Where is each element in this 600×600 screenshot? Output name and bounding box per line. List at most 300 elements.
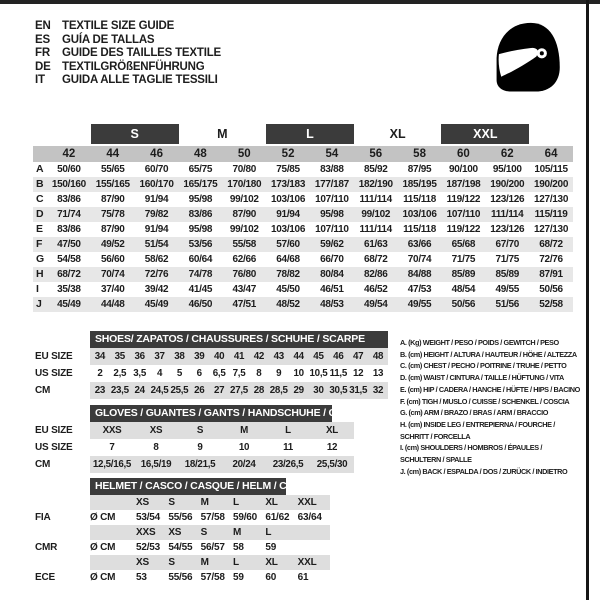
size-value: 65/75 bbox=[188, 164, 213, 175]
helmet-standard-label-wrap bbox=[35, 495, 57, 525]
language-row bbox=[35, 47, 221, 61]
gloves-row-label: EU SIZE bbox=[35, 425, 73, 436]
shoes-value: 41 bbox=[233, 351, 245, 362]
helmet-value: 55/56 bbox=[168, 512, 193, 523]
shoes-value: 46 bbox=[333, 351, 344, 362]
size-value: 99/102 bbox=[361, 209, 391, 220]
size-columns-row bbox=[33, 146, 573, 162]
size-value: 52/58 bbox=[539, 299, 563, 310]
helmet-value: 57/58 bbox=[200, 572, 225, 583]
size-value: 68/72 bbox=[363, 254, 388, 265]
shoes-size-table bbox=[90, 331, 388, 399]
helmet-size-header: M bbox=[200, 557, 209, 568]
shoes-value: 3,5 bbox=[133, 368, 147, 379]
size-row-c bbox=[33, 192, 573, 207]
size-row-label: H bbox=[36, 268, 44, 280]
size-value: 190/200 bbox=[490, 179, 525, 190]
size-value: 51/54 bbox=[144, 239, 169, 250]
helmet-standard-label-wrap bbox=[35, 525, 57, 555]
size-value: 45/49 bbox=[144, 299, 169, 310]
helmet-size-header: S bbox=[200, 527, 208, 538]
size-value: 182/190 bbox=[358, 179, 393, 190]
helmet-size-spacer bbox=[90, 525, 136, 540]
shoes-value: 12 bbox=[353, 368, 364, 379]
shoes-value: 31,5 bbox=[349, 385, 368, 396]
language-title: GUIDE DES TAILLES TEXTILE bbox=[62, 47, 221, 60]
gloves-value: S bbox=[196, 425, 204, 436]
gloves-value: XS bbox=[149, 425, 163, 436]
shoes-value: 32 bbox=[372, 385, 384, 396]
size-band-l: L bbox=[266, 124, 354, 144]
helmet-value-row bbox=[90, 540, 330, 555]
size-column-header: 42 bbox=[62, 148, 76, 160]
helmet-standard-label-wrap bbox=[35, 555, 57, 585]
helmet-value: 53 bbox=[136, 572, 147, 583]
gloves-value: 20/24 bbox=[232, 459, 256, 470]
gloves-table-title: GLOVES / GUANTES / GANTS / HANDSCHUHE / GUANTI bbox=[90, 405, 332, 422]
size-row-label: E bbox=[36, 223, 44, 235]
size-value: 47/51 bbox=[232, 299, 256, 310]
shoes-value: 28 bbox=[253, 385, 265, 396]
size-value: 115/119 bbox=[534, 209, 568, 220]
shoes-value: 8 bbox=[256, 368, 262, 379]
language-code: ES bbox=[35, 33, 50, 46]
size-row-h bbox=[33, 267, 573, 282]
size-value: 44/48 bbox=[100, 299, 125, 310]
top-border-bar bbox=[0, 0, 600, 4]
size-value: 80/84 bbox=[320, 269, 344, 280]
size-value: 91/94 bbox=[144, 224, 169, 235]
shoes-value: 29 bbox=[293, 385, 304, 396]
size-value: 35/38 bbox=[57, 284, 81, 295]
size-value: 123/126 bbox=[490, 194, 525, 205]
helmet-value: 53/54 bbox=[136, 512, 161, 523]
gloves-value: 12 bbox=[326, 442, 338, 453]
helmet-value-row bbox=[90, 510, 330, 525]
size-row-label: B bbox=[36, 178, 44, 190]
size-value: 150/160 bbox=[51, 179, 86, 190]
size-value: 50/56 bbox=[451, 299, 476, 310]
gloves-value: 23/26,5 bbox=[272, 459, 304, 470]
helmet-size-header-row bbox=[90, 555, 330, 570]
size-value: 103/106 bbox=[271, 194, 306, 205]
language-row bbox=[35, 61, 221, 75]
shoes-value: 40 bbox=[213, 351, 225, 362]
size-column-header: 62 bbox=[500, 148, 514, 160]
size-value: 45/49 bbox=[57, 299, 81, 310]
size-row-d bbox=[33, 207, 573, 222]
shoes-value: 48 bbox=[372, 351, 384, 362]
size-row-i bbox=[33, 282, 573, 297]
shoes-value: 2,5 bbox=[113, 368, 127, 379]
measurement-legend bbox=[400, 337, 588, 477]
size-row-label: G bbox=[36, 253, 45, 265]
gloves-value: L bbox=[285, 425, 291, 436]
size-value: 119/122 bbox=[446, 224, 481, 235]
language-title: TEXTILGRÖßENFÜHRUNG bbox=[62, 60, 205, 73]
gloves-value: XXS bbox=[102, 425, 122, 436]
helmet-size-spacer bbox=[90, 555, 136, 570]
shoes-value: 2 bbox=[97, 368, 103, 379]
size-value: 68/72 bbox=[539, 239, 563, 250]
helmet-value: 59 bbox=[232, 572, 244, 583]
size-value: 55/58 bbox=[232, 239, 256, 250]
size-value: 48/52 bbox=[276, 299, 300, 310]
helmet-value: 56/57 bbox=[200, 542, 225, 553]
gloves-row-label: US SIZE bbox=[35, 442, 73, 453]
size-column-header: 58 bbox=[413, 148, 426, 160]
gloves-row bbox=[90, 456, 354, 473]
gloves-value: 25,5/30 bbox=[316, 459, 348, 470]
size-value: 90/100 bbox=[449, 164, 478, 175]
shoes-value: 24 bbox=[134, 385, 145, 396]
size-value: 51/56 bbox=[495, 299, 519, 310]
size-value: 87/90 bbox=[100, 224, 125, 235]
size-value: 70/80 bbox=[232, 164, 256, 175]
shoes-value: 47 bbox=[353, 351, 364, 362]
helmet-value: 57/58 bbox=[200, 512, 225, 523]
size-value: 187/198 bbox=[446, 179, 481, 190]
shoes-table-title: SHOES/ ZAPATOS / CHAUSSURES / SCHUHE / SCARPE bbox=[90, 331, 388, 348]
shoes-row-label: EU SIZE bbox=[35, 351, 73, 362]
shoes-row bbox=[90, 382, 388, 399]
size-column-header: 64 bbox=[544, 148, 558, 160]
size-value: 76/80 bbox=[232, 269, 256, 280]
size-value: 60/64 bbox=[188, 254, 213, 265]
size-value: 61/63 bbox=[363, 239, 388, 250]
helmet-size-header: XL bbox=[265, 497, 278, 508]
size-row-a bbox=[33, 162, 573, 177]
size-value: 71/75 bbox=[451, 254, 476, 265]
legend-line: C. (cm) CHEST / PECHO / POITRINE / TRUHE / PETTO bbox=[400, 361, 567, 371]
gloves-row-labels bbox=[35, 422, 73, 473]
size-value: 155/165 bbox=[95, 179, 130, 190]
shoes-value: 28,5 bbox=[269, 385, 288, 396]
size-value: 49/55 bbox=[407, 299, 432, 310]
shoes-row bbox=[90, 348, 388, 365]
right-border-bar bbox=[586, 0, 589, 600]
size-value: 72/76 bbox=[539, 254, 563, 265]
size-value: 105/115 bbox=[534, 164, 568, 175]
size-value: 46/52 bbox=[363, 284, 388, 295]
shoes-value: 6 bbox=[196, 368, 202, 379]
helmet-value: 54/55 bbox=[168, 542, 193, 553]
size-row-e bbox=[33, 222, 573, 237]
size-value: 107/110 bbox=[446, 209, 481, 220]
legend-line: H. (cm) INSIDE LEG / ENTREPIERNA / FOURCHE / bbox=[400, 419, 555, 429]
gloves-value: 9 bbox=[197, 442, 203, 453]
size-value: 107/110 bbox=[315, 194, 349, 205]
shoes-value: 36 bbox=[134, 351, 145, 362]
size-column-header: 56 bbox=[369, 148, 383, 160]
size-row-g bbox=[33, 252, 573, 267]
size-row-label: A bbox=[36, 163, 44, 175]
helmet-size-header: XS bbox=[168, 527, 182, 538]
size-column-header: 48 bbox=[194, 148, 207, 160]
size-value: 66/70 bbox=[320, 254, 344, 265]
helmet-unit-label: Ø CM bbox=[90, 572, 116, 583]
helmet-size-header: M bbox=[232, 527, 242, 538]
legend-line: J. (cm) BACK / ESPALDA / DOS / ZURÜCK / INDIETRO bbox=[400, 466, 568, 476]
size-value: 65/68 bbox=[451, 239, 476, 250]
shoes-value: 23 bbox=[94, 385, 106, 396]
shoes-value: 26 bbox=[194, 385, 205, 396]
corner-spacer bbox=[33, 146, 47, 162]
shoes-value: 39 bbox=[194, 351, 205, 362]
shoes-row-labels bbox=[35, 348, 73, 399]
size-value: 170/180 bbox=[227, 179, 262, 190]
size-value: 127/130 bbox=[534, 224, 569, 235]
size-value: 95/98 bbox=[188, 194, 213, 205]
size-band-m: M bbox=[217, 127, 228, 141]
helmet-size-header: L bbox=[232, 497, 239, 508]
size-value: 54/58 bbox=[57, 254, 81, 265]
gloves-value: XL bbox=[326, 425, 338, 436]
size-value: 103/106 bbox=[402, 209, 437, 220]
gloves-value: M bbox=[240, 425, 248, 436]
shoes-value: 11,5 bbox=[329, 368, 347, 379]
size-value: 75/78 bbox=[100, 209, 125, 220]
language-code: FR bbox=[35, 47, 50, 60]
size-value: 67/70 bbox=[495, 239, 519, 250]
helmet-icon bbox=[488, 13, 566, 103]
size-value: 75/85 bbox=[276, 164, 300, 175]
helmet-value-row bbox=[90, 570, 330, 585]
shoes-value: 30,5 bbox=[329, 385, 348, 396]
helmet-size-header: S bbox=[168, 497, 175, 508]
gloves-size-table bbox=[90, 405, 368, 473]
size-value: 56/60 bbox=[100, 254, 125, 265]
helmet-value: 60 bbox=[265, 572, 277, 583]
shoes-value: 30 bbox=[313, 385, 324, 396]
size-value: 49/54 bbox=[363, 299, 388, 310]
size-value: 72/76 bbox=[144, 269, 169, 280]
shoes-value: 35 bbox=[114, 351, 125, 362]
language-code: IT bbox=[35, 74, 45, 87]
size-value: 70/74 bbox=[100, 269, 125, 280]
helmet-size-spacer bbox=[90, 495, 136, 510]
size-column-header: 50 bbox=[237, 148, 251, 160]
gloves-value: 18/21,5 bbox=[184, 459, 216, 470]
legend-line: E. (cm) HIP / CADERA / HANCHE / HÜFTE / HIPS / BACINO bbox=[400, 384, 580, 394]
size-column-header: 44 bbox=[106, 148, 120, 160]
size-value: 95/98 bbox=[188, 224, 213, 235]
language-title: TEXTILE SIZE GUIDE bbox=[62, 20, 175, 32]
size-value: 43/47 bbox=[232, 284, 256, 295]
size-value: 83/88 bbox=[320, 164, 344, 175]
legend-line: SCHULTERN / SPALLE bbox=[400, 455, 472, 465]
size-band-xl: XL bbox=[389, 127, 406, 141]
size-row-j bbox=[33, 297, 573, 312]
size-value: 50/56 bbox=[539, 284, 563, 295]
shoes-value: 7,5 bbox=[232, 368, 246, 379]
language-header bbox=[35, 20, 221, 88]
size-value: 190/200 bbox=[534, 179, 569, 190]
shoes-value: 34 bbox=[94, 351, 106, 362]
size-column-header: 60 bbox=[457, 148, 470, 160]
size-value: 127/130 bbox=[534, 194, 569, 205]
size-value: 115/118 bbox=[403, 224, 437, 235]
helmet-size-header: XS bbox=[136, 557, 149, 568]
size-value: 84/88 bbox=[407, 269, 432, 280]
size-value: 173/183 bbox=[271, 179, 306, 190]
shoes-value: 43 bbox=[273, 351, 284, 362]
size-value: 49/55 bbox=[495, 284, 519, 295]
size-value: 45/50 bbox=[276, 284, 300, 295]
size-value: 99/102 bbox=[229, 224, 259, 235]
helmet-size-table bbox=[90, 478, 330, 585]
shoes-value: 25,5 bbox=[170, 385, 189, 396]
helmet-size-header: XXL bbox=[297, 557, 317, 568]
size-value: 95/100 bbox=[492, 164, 522, 175]
gloves-row bbox=[90, 439, 354, 456]
helmet-value: 55/56 bbox=[168, 572, 193, 583]
shoes-value: 27,5 bbox=[230, 385, 248, 396]
gloves-value: 11 bbox=[283, 442, 293, 453]
helmet-value: 59 bbox=[265, 542, 277, 553]
language-row bbox=[35, 20, 221, 34]
gloves-row bbox=[90, 422, 354, 439]
size-value: 50/60 bbox=[57, 164, 81, 175]
shoes-value: 5 bbox=[176, 368, 182, 379]
language-code: DE bbox=[35, 60, 51, 73]
size-value: 47/53 bbox=[407, 284, 432, 295]
size-value: 111/114 bbox=[359, 194, 392, 205]
size-value: 111/114 bbox=[359, 224, 392, 235]
helmet-value: 61 bbox=[297, 572, 309, 583]
size-value: 123/126 bbox=[490, 224, 525, 235]
size-value: 49/52 bbox=[100, 239, 125, 250]
size-value: 107/110 bbox=[315, 224, 349, 235]
gloves-value: 8 bbox=[153, 442, 159, 453]
helmet-unit-label: Ø CM bbox=[90, 542, 116, 553]
legend-line: D. (cm) WAIST / CINTURA / TAILLE / HÜFTUNG / VITA bbox=[400, 373, 564, 383]
size-row-label: I bbox=[36, 283, 39, 295]
size-value: 71/74 bbox=[57, 209, 81, 220]
textile-size-table bbox=[33, 124, 573, 312]
shoes-value: 6,5 bbox=[212, 368, 226, 379]
size-value: 64/68 bbox=[276, 254, 300, 265]
size-value: 160/170 bbox=[139, 179, 174, 190]
legend-line: I. (cm) SHOULDERS / HOMBROS / ÉPAULES / bbox=[400, 443, 542, 453]
shoes-value: 9 bbox=[276, 368, 282, 379]
size-row-f bbox=[33, 237, 573, 252]
size-value: 83/86 bbox=[57, 224, 81, 235]
helmet-size-header: L bbox=[232, 557, 239, 568]
shoes-value: 24,5 bbox=[150, 385, 169, 396]
helmet-size-header-row bbox=[90, 495, 330, 510]
size-value: 177/187 bbox=[314, 179, 349, 190]
helmet-size-header: XS bbox=[136, 497, 149, 508]
size-value: 79/82 bbox=[144, 209, 169, 220]
size-value: 47/50 bbox=[57, 239, 81, 250]
size-row-label: D bbox=[36, 208, 44, 220]
size-value: 185/195 bbox=[402, 179, 437, 190]
size-value: 70/74 bbox=[407, 254, 432, 265]
size-band-s: S bbox=[91, 124, 179, 144]
size-value: 62/66 bbox=[232, 254, 256, 265]
size-value: 55/65 bbox=[100, 164, 125, 175]
size-value: 46/51 bbox=[320, 284, 344, 295]
helmet-row-labels bbox=[35, 495, 57, 585]
size-value: 111/114 bbox=[491, 209, 524, 220]
shoes-value: 4 bbox=[156, 368, 163, 379]
size-row-label: J bbox=[36, 298, 42, 310]
shoes-value: 45 bbox=[313, 351, 324, 362]
language-row bbox=[35, 74, 221, 88]
size-band-xxl: XXL bbox=[441, 124, 529, 144]
size-value: 87/90 bbox=[100, 194, 125, 205]
helmet-size-header: S bbox=[168, 557, 175, 568]
size-value: 87/91 bbox=[539, 269, 563, 280]
size-value: 115/118 bbox=[403, 194, 437, 205]
helmet-value: 58 bbox=[232, 542, 244, 553]
size-value: 57/60 bbox=[276, 239, 300, 250]
size-value: 48/54 bbox=[451, 284, 476, 295]
helmet-size-header-row bbox=[90, 525, 330, 540]
helmet-standard-label: FIA bbox=[35, 512, 51, 523]
size-value: 103/106 bbox=[271, 224, 306, 235]
shoes-value: 10,5 bbox=[309, 368, 328, 379]
legend-line: A. (Kg) WEIGHT / PESO / POIDS / GEWITCH / PESO bbox=[400, 338, 559, 347]
language-row bbox=[35, 34, 221, 48]
helmet-size-header: XL bbox=[265, 557, 278, 568]
size-row-label: C bbox=[36, 193, 44, 205]
gloves-value: 10 bbox=[238, 442, 250, 453]
shoes-value: 23,5 bbox=[110, 385, 129, 396]
size-value: 59/62 bbox=[320, 239, 344, 250]
size-value: 165/175 bbox=[183, 179, 218, 190]
helmet-value: 63/64 bbox=[297, 512, 322, 523]
shoes-value: 44 bbox=[293, 351, 304, 362]
size-value: 85/89 bbox=[495, 269, 519, 280]
size-bands-row bbox=[33, 124, 573, 144]
gloves-value: 7 bbox=[109, 442, 115, 453]
helmet-standard-label: ECE bbox=[35, 572, 55, 583]
size-column-header: 52 bbox=[281, 148, 295, 160]
shoes-row bbox=[90, 365, 388, 382]
legend-line: SCHRITT / FORCELLA bbox=[400, 431, 471, 441]
size-value: 87/90 bbox=[232, 209, 256, 220]
helmet-unit-label: Ø CM bbox=[90, 512, 116, 523]
size-value: 41/45 bbox=[188, 284, 213, 295]
legend-line: F. (cm) TIGH / MUSLO / CUISSE / SCHENKEL / COSCIA bbox=[400, 396, 570, 406]
shoes-value: 13 bbox=[372, 368, 384, 379]
size-value: 85/92 bbox=[363, 164, 388, 175]
size-value: 85/89 bbox=[451, 269, 476, 280]
helmet-size-header: XXS bbox=[136, 527, 156, 538]
size-row-b bbox=[33, 177, 573, 192]
size-value: 71/75 bbox=[495, 254, 519, 265]
shoes-value: 27 bbox=[213, 385, 225, 396]
language-title: GUIDA ALLE TAGLIE TESSILI bbox=[62, 74, 218, 87]
size-value: 83/86 bbox=[188, 209, 213, 220]
helmet-value: 61/62 bbox=[265, 512, 290, 523]
gloves-value: 12,5/16,5 bbox=[92, 459, 132, 470]
size-column-header: 46 bbox=[150, 148, 163, 160]
legend-line: B. (cm) HEIGHT / ALTURA / HAUTEUR / HÖHE / ALTEZZA bbox=[400, 349, 577, 359]
size-value: 58/62 bbox=[144, 254, 169, 265]
helmet-size-header: L bbox=[265, 527, 272, 538]
size-value: 95/98 bbox=[320, 209, 344, 220]
size-column-header: 54 bbox=[325, 148, 339, 160]
size-value: 99/102 bbox=[229, 194, 259, 205]
size-value: 91/94 bbox=[144, 194, 169, 205]
size-value: 119/122 bbox=[446, 194, 481, 205]
size-row-label: F bbox=[36, 238, 43, 250]
shoes-value: 37 bbox=[154, 351, 165, 362]
size-value: 37/40 bbox=[100, 284, 125, 295]
